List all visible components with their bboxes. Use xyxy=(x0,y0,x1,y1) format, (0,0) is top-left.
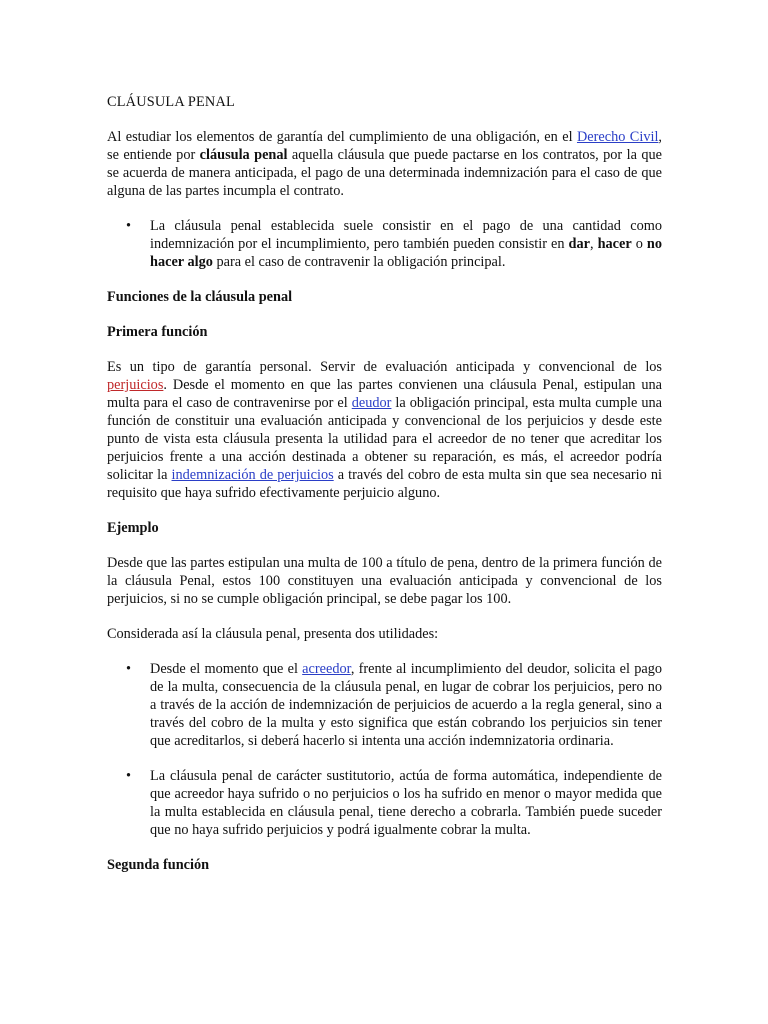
bullet-list-1 xyxy=(107,217,662,271)
bullet1-text-3: o xyxy=(631,236,647,252)
intro-text-2: , se entiende por xyxy=(107,129,662,163)
primera-funcion-paragraph xyxy=(107,358,662,502)
list-item xyxy=(107,660,662,750)
bullet-icon: • xyxy=(126,768,132,784)
considerada-paragraph: Considerada así la cláusula penal, presenta dos utilidades: xyxy=(107,626,439,642)
heading-segunda-funcion: Segunda función xyxy=(107,857,210,873)
deudor-link[interactable]: deudor xyxy=(351,395,392,411)
heading-ejemplo: Ejemplo xyxy=(107,520,159,536)
bullet2-text-2: , frente al incumplimiento del deudor, solicita el pago de la multa, consecuencia de la cláusula penal, en lugar de cobrar los perjuicios, pero no a través de la acción de indemnización de perjuicios de acuerdo a la regla general, sino a través del cobro de la multa y esto significa que están cobrando los perjuicios sin tener que acreditarlos, si deberá hacerlo si intenta una acción indemnizatoria ordinaria. xyxy=(150,661,662,749)
ejemplo-paragraph: Desde que las partes estipulan una multa de 100 a título de pena, dentro de la primera función de la cláusula Penal, estos 100 constituyen una evaluación anticipada y convencional de los perjuicios, si no se cumple obligación principal, se debe pagar los 100. xyxy=(107,555,662,607)
document-title: CLÁUSULA PENAL xyxy=(107,94,235,110)
intro-text-3: aquella cláusula que puede pactarse en los contratos, por la que se acuerda de manera anticipada, el pago de una determinada indemnización para el caso de que alguna de las partes incumpla el contrato. xyxy=(107,147,662,199)
primera-text-1: Es un tipo de garantía personal. Servir de evaluación anticipada y convencional de los xyxy=(107,359,662,375)
no-hacer-algo-bold: no hacer algo xyxy=(150,236,662,270)
primera-text-4: a través del cobro de esta multa sin que sea necesario ni requisito que haya sufrido efectivamente perjuicio alguno. xyxy=(107,467,662,501)
heading-primera-funcion: Primera función xyxy=(107,324,208,340)
derecho-civil-link[interactable]: Derecho Civil xyxy=(576,129,659,145)
primera-text-2: . Desde el momento en que las partes convienen una cláusula Penal, estipulan una multa para el caso de contravenirse por el xyxy=(107,377,662,411)
list-item xyxy=(107,217,662,271)
bullet-icon: • xyxy=(126,218,132,234)
heading-funciones: Funciones de la cláusula penal xyxy=(107,289,293,305)
primera-text-3: la obligación principal, esta multa cumple una función de constituir una evaluación anticipada y convencional de los perjuicios y desde este punto de vista esta cláusula presenta la utilidad para el acreedor de no tener que acreditar los perjuicios frente a una acción destinada a obtener su reparación, es más, el acreedor podría solicitar la xyxy=(107,395,662,483)
bullet1-text-2: , xyxy=(589,236,598,252)
bullet2-text-1: Desde el momento que el xyxy=(150,661,303,677)
bullet-list-3 xyxy=(107,767,662,839)
bullet3-text: La cláusula penal de carácter sustitutorio, actúa de forma automática, independiente de que acreedor haya sufrido o no perjuicios o los ha sufrido en menor o mayor medida que la multa establecida en cláusula penal, tiene derecho a cobrarla. También puede suceder que no haya sufrido perjuicios y podrá igualmente cobrar la multa. xyxy=(150,768,662,838)
hacer-bold: hacer xyxy=(597,236,632,252)
intro-paragraph xyxy=(107,128,662,200)
acreedor-link[interactable]: acreedor xyxy=(302,661,351,677)
clausula-penal-bold: cláusula penal xyxy=(199,147,288,163)
bullet1-text-1: La cláusula penal establecida suele consistir en el pago de una cantidad como indemnización por el incumplimiento, pero también pueden consistir en xyxy=(150,218,662,252)
dar-bold: dar xyxy=(568,236,590,252)
intro-text-1: Al estudiar los elementos de garantía del cumplimiento de una obligación, en el xyxy=(107,129,577,145)
bullet1-text-4: para el caso de contravenir la obligación principal. xyxy=(212,254,506,270)
perjuicios-link[interactable]: perjuicios xyxy=(107,377,164,393)
list-item xyxy=(107,767,662,839)
bullet-icon: • xyxy=(126,661,132,677)
bullet-list-2 xyxy=(107,660,662,750)
indemnizacion-link[interactable]: indemnización de perjuicios xyxy=(171,467,334,483)
